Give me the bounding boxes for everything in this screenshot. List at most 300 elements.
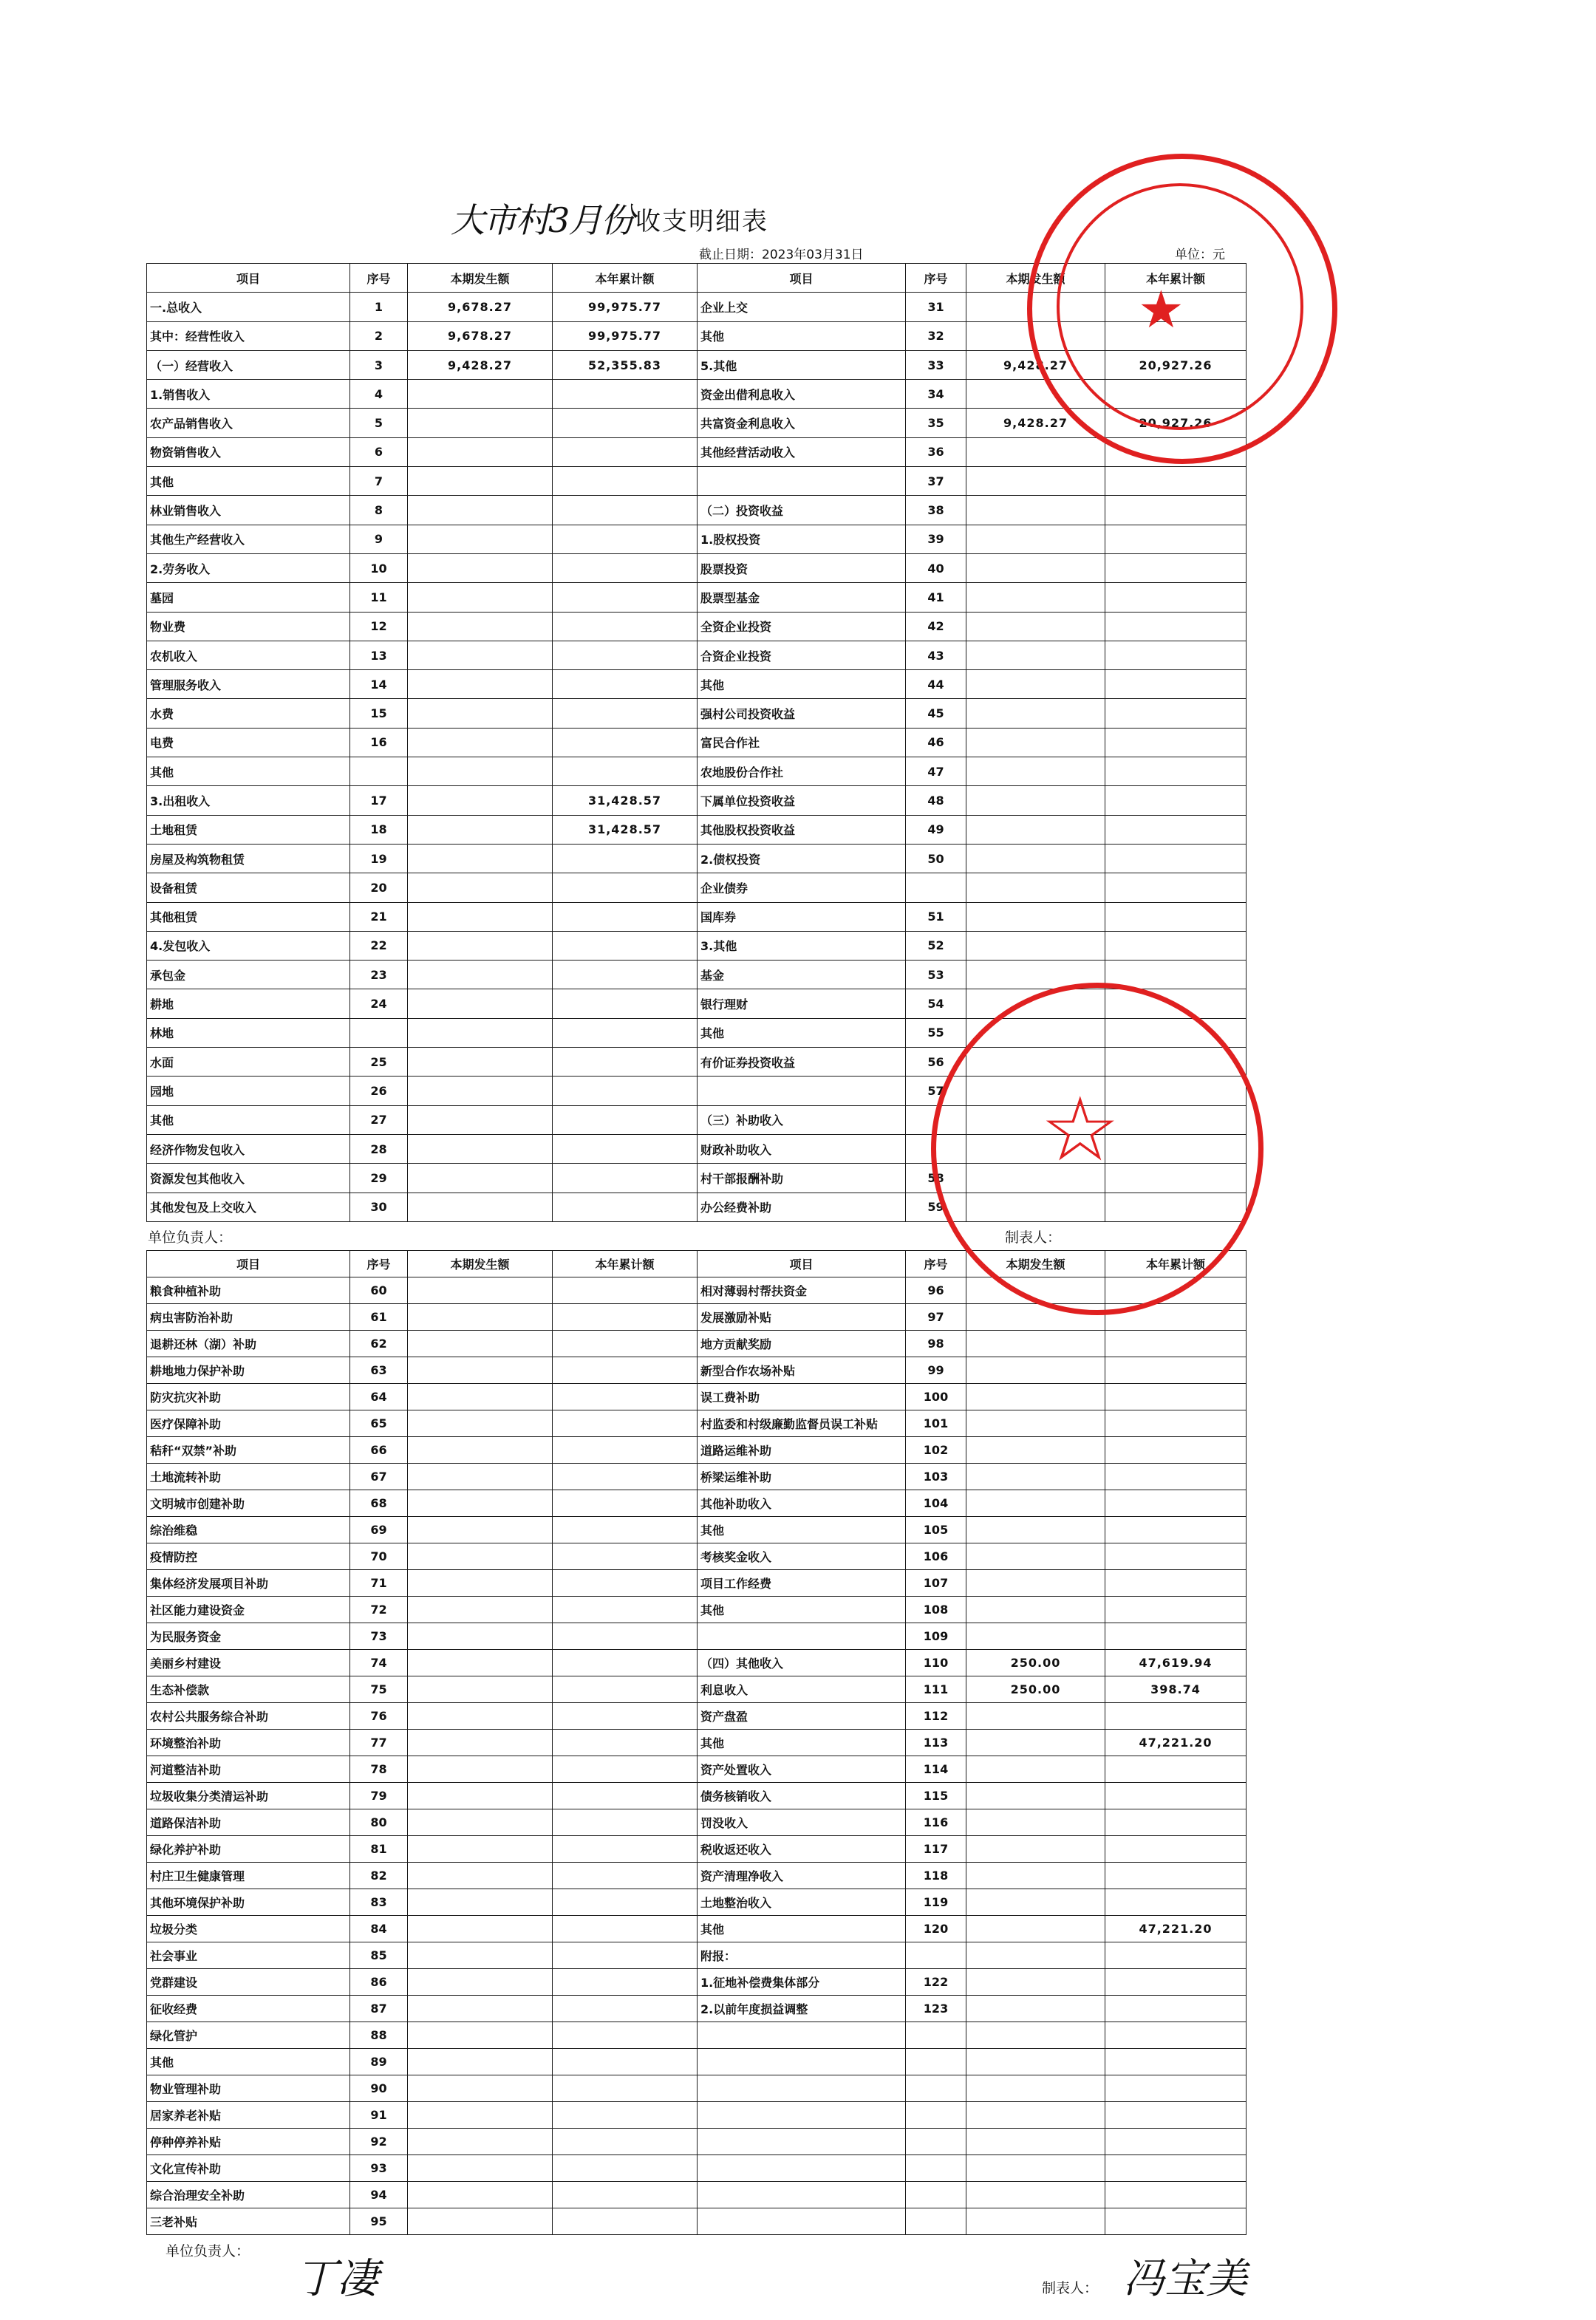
row-item-right: 利息收入 [698, 1676, 906, 1703]
row-item-left: 墓园 [147, 583, 350, 612]
row-seq-left: 93 [350, 2155, 408, 2182]
row-ytd-left [553, 1490, 698, 1517]
row-seq-right: 52 [906, 931, 966, 960]
row-seq-left: 14 [350, 670, 408, 699]
row-current-right [966, 1490, 1105, 1517]
row-ytd-left [553, 1164, 698, 1193]
column-header: 本年累计额 [1105, 1251, 1247, 1277]
row-item-left: 道路保洁补助 [147, 1809, 350, 1836]
row-ytd-right: 20,927.26 [1105, 409, 1247, 437]
row-current-right [966, 2208, 1105, 2235]
row-item-right [698, 2022, 906, 2049]
row-ytd-right [1105, 1783, 1247, 1809]
row-item-left: 防灾抗灾补助 [147, 1384, 350, 1410]
row-current-right [966, 1703, 1105, 1730]
row-current-left [408, 1969, 553, 1996]
row-current-left [408, 1134, 553, 1163]
table-row [147, 1703, 1247, 1730]
row-item-right: 强村公司投资收益 [698, 699, 906, 728]
table-row [147, 553, 1247, 582]
row-ytd-left [553, 1277, 698, 1304]
table-row [147, 641, 1247, 669]
row-seq-right: 54 [906, 989, 966, 1018]
row-ytd-right [1105, 293, 1247, 321]
row-ytd-right [1105, 1942, 1247, 1969]
column-header: 项目 [147, 1251, 350, 1277]
row-ytd-right [1105, 844, 1247, 873]
row-item-right [698, 2182, 906, 2208]
row-ytd-right [1105, 989, 1247, 1018]
row-ytd-left [553, 1134, 698, 1163]
row-current-left [408, 1863, 553, 1889]
row-seq-right [906, 2075, 966, 2102]
row-item-left: 其他租赁 [147, 902, 350, 931]
row-item-left: 绿化养护补助 [147, 1836, 350, 1863]
row-current-right [966, 1304, 1105, 1331]
table-row [147, 1490, 1247, 1517]
table-row [147, 1623, 1247, 1650]
table-row [147, 321, 1247, 350]
row-ytd-left [553, 1517, 698, 1543]
row-seq-right: 106 [906, 1543, 966, 1570]
row-current-left [408, 989, 553, 1018]
row-ytd-left [553, 437, 698, 466]
row-seq-left: 94 [350, 2182, 408, 2208]
row-seq-right: 59 [906, 1193, 966, 1221]
row-seq-right: 56 [906, 1048, 966, 1077]
row-current-right [966, 380, 1105, 409]
row-item-right: （二）投资收益 [698, 496, 906, 525]
row-ytd-left [553, 1650, 698, 1676]
row-seq-right: 41 [906, 583, 966, 612]
row-item-right: 1.股权投资 [698, 525, 906, 553]
row-ytd-left [553, 1357, 698, 1384]
row-seq-left: 4 [350, 380, 408, 409]
row-current-right [966, 1077, 1105, 1105]
column-header: 项目 [698, 1251, 906, 1277]
row-item-right: 其他 [698, 1018, 906, 1047]
table-row [147, 380, 1247, 409]
table-row [147, 1193, 1247, 1221]
row-ytd-right [1105, 1193, 1247, 1221]
row-ytd-right: 47,619.94 [1105, 1650, 1247, 1676]
row-current-right [966, 1410, 1105, 1437]
row-current-right [966, 2129, 1105, 2155]
row-ytd-left [553, 757, 698, 786]
row-seq-left: 88 [350, 2022, 408, 2049]
table-row [147, 1809, 1247, 1836]
row-seq-right: 47 [906, 757, 966, 786]
row-current-right [966, 321, 1105, 350]
row-seq-left: 11 [350, 583, 408, 612]
row-seq-left: 27 [350, 1105, 408, 1134]
row-item-left: 社会事业 [147, 1942, 350, 1969]
table-row [147, 525, 1247, 553]
row-seq-left: 26 [350, 1077, 408, 1105]
column-header: 本期发生额 [966, 1251, 1105, 1277]
row-item-left: 2.劳务收入 [147, 553, 350, 582]
row-current-right [966, 1730, 1105, 1756]
row-ytd-left [553, 1783, 698, 1809]
row-ytd-right [1105, 2022, 1247, 2049]
star-icon: ★ [1138, 279, 1184, 340]
row-current-right [966, 2155, 1105, 2182]
row-current-right [966, 1164, 1105, 1193]
row-seq-left: 86 [350, 1969, 408, 1996]
row-ytd-right [1105, 2208, 1247, 2235]
row-current-right [966, 1134, 1105, 1163]
row-item-right: 2.以前年度损益调整 [698, 1996, 906, 2022]
table-row [147, 1105, 1247, 1134]
row-seq-right: 109 [906, 1623, 966, 1650]
row-item-left: 其中：经营性收入 [147, 321, 350, 350]
row-current-left [408, 1164, 553, 1193]
row-current-left [408, 1889, 553, 1916]
row-item-right [698, 2102, 906, 2129]
row-item-left: 其他 [147, 1105, 350, 1134]
row-seq-right: 55 [906, 1018, 966, 1047]
row-item-right [698, 2049, 906, 2075]
row-item-right: 农地股份合作社 [698, 757, 906, 786]
row-current-left [408, 496, 553, 525]
row-seq-right: 31 [906, 293, 966, 321]
row-item-left: 其他环境保护补助 [147, 1889, 350, 1916]
row-ytd-left [553, 728, 698, 757]
row-seq-right: 98 [906, 1331, 966, 1357]
row-ytd-left [553, 1543, 698, 1570]
row-current-right [966, 1464, 1105, 1490]
row-item-right: 其他经营活动收入 [698, 437, 906, 466]
row-current-right [966, 2049, 1105, 2075]
row-seq-left: 25 [350, 1048, 408, 1077]
row-ytd-right [1105, 670, 1247, 699]
row-seq-left: 95 [350, 2208, 408, 2235]
row-seq-left: 16 [350, 728, 408, 757]
row-item-left: 生态补偿款 [147, 1676, 350, 1703]
row-item-left: 垃圾分类 [147, 1916, 350, 1942]
row-seq-right: 102 [906, 1437, 966, 1464]
table-row [147, 2049, 1247, 2075]
table-row [147, 2075, 1247, 2102]
row-current-left [408, 1105, 553, 1134]
table-row [147, 989, 1247, 1018]
row-ytd-left: 99,975.77 [553, 293, 698, 321]
row-item-right: 误工费补助 [698, 1384, 906, 1410]
row-seq-left: 6 [350, 437, 408, 466]
table-row [147, 1676, 1247, 1703]
row-current-right [966, 1437, 1105, 1464]
row-current-right [966, 1863, 1105, 1889]
row-current-left [408, 437, 553, 466]
row-ytd-right: 398.74 [1105, 1676, 1247, 1703]
row-seq-right: 108 [906, 1597, 966, 1623]
table-row [147, 873, 1247, 902]
row-ytd-right [1105, 1357, 1247, 1384]
row-item-right: 考核奖金收入 [698, 1543, 906, 1570]
row-current-left [408, 1048, 553, 1077]
row-item-right: 其他 [698, 670, 906, 699]
row-item-right: 债务核销收入 [698, 1783, 906, 1809]
table-row [147, 815, 1247, 844]
row-current-left [408, 844, 553, 873]
row-ytd-left [553, 902, 698, 931]
row-seq-right [906, 1105, 966, 1134]
row-ytd-left: 99,975.77 [553, 321, 698, 350]
row-current-left [408, 1543, 553, 1570]
row-ytd-right [1105, 380, 1247, 409]
row-item-left: 为民服务资金 [147, 1623, 350, 1650]
row-current-right: 9,428.27 [966, 409, 1105, 437]
row-current-left [408, 2129, 553, 2155]
row-seq-left: 10 [350, 553, 408, 582]
row-item-left: 设备租赁 [147, 873, 350, 902]
row-item-right [698, 2129, 906, 2155]
table-row [147, 1597, 1247, 1623]
row-ytd-left [553, 1836, 698, 1863]
row-current-right [966, 553, 1105, 582]
row-ytd-left [553, 1048, 698, 1077]
row-current-right [966, 757, 1105, 786]
row-ytd-right [1105, 1105, 1247, 1134]
row-item-right: 企业上交 [698, 293, 906, 321]
table-row [147, 1437, 1247, 1464]
row-seq-left: 85 [350, 1942, 408, 1969]
row-ytd-right [1105, 1517, 1247, 1543]
row-seq-right [906, 2049, 966, 2075]
row-current-left [408, 1623, 553, 1650]
row-item-left: 征收经费 [147, 1996, 350, 2022]
row-ytd-right [1105, 1756, 1247, 1783]
row-ytd-left [553, 1756, 698, 1783]
row-item-right: 村干部报酬补助 [698, 1164, 906, 1193]
row-current-right [966, 670, 1105, 699]
row-current-right [966, 437, 1105, 466]
table-row [147, 612, 1247, 641]
row-seq-right: 36 [906, 437, 966, 466]
row-current-right [966, 1517, 1105, 1543]
row-current-left [408, 1331, 553, 1357]
row-item-right [698, 2208, 906, 2235]
row-seq-left [350, 757, 408, 786]
row-ytd-left [553, 583, 698, 612]
column-header: 序号 [906, 264, 966, 293]
row-seq-right [906, 2129, 966, 2155]
row-item-left: 停种停养补贴 [147, 2129, 350, 2155]
row-seq-left: 22 [350, 931, 408, 960]
row-seq-left: 2 [350, 321, 408, 350]
row-current-left [408, 1676, 553, 1703]
row-seq-right [906, 873, 966, 902]
row-seq-right: 118 [906, 1863, 966, 1889]
row-current-right [966, 525, 1105, 553]
row-seq-left: 73 [350, 1623, 408, 1650]
table-row [147, 961, 1247, 989]
row-ytd-right [1105, 961, 1247, 989]
row-ytd-left [553, 1996, 698, 2022]
row-seq-right [906, 1942, 966, 1969]
table-row [147, 1730, 1247, 1756]
row-current-left [408, 757, 553, 786]
row-item-left: 病虫害防治补助 [147, 1304, 350, 1331]
row-item-right: 共富资金利息收入 [698, 409, 906, 437]
row-ytd-left [553, 2022, 698, 2049]
row-ytd-right [1105, 1570, 1247, 1597]
row-ytd-left [553, 1410, 698, 1437]
row-seq-left: 60 [350, 1277, 408, 1304]
row-item-left: 三老补贴 [147, 2208, 350, 2235]
table-header-row [147, 1251, 1247, 1277]
row-item-right: 税收返还收入 [698, 1836, 906, 1863]
row-current-left [408, 467, 553, 496]
row-item-right: 5.其他 [698, 350, 906, 379]
row-item-right: 其他 [698, 1916, 906, 1942]
row-current-left [408, 1384, 553, 1410]
row-current-right [966, 2022, 1105, 2049]
row-item-right: 其他 [698, 1517, 906, 1543]
row-ytd-right [1105, 1464, 1247, 1490]
row-ytd-right [1105, 2182, 1247, 2208]
row-ytd-left: 52,355.83 [553, 350, 698, 379]
row-seq-right: 101 [906, 1410, 966, 1437]
row-item-left: 粮食种植补助 [147, 1277, 350, 1304]
table-row [147, 902, 1247, 931]
row-current-left [408, 2102, 553, 2129]
row-current-right [966, 1889, 1105, 1916]
row-current-left [408, 1809, 553, 1836]
row-seq-left: 29 [350, 1164, 408, 1193]
row-seq-left: 90 [350, 2075, 408, 2102]
row-ytd-right [1105, 1134, 1247, 1163]
row-current-left [408, 1996, 553, 2022]
row-item-left: 农村公共服务综合补助 [147, 1703, 350, 1730]
column-header: 本期发生额 [408, 264, 553, 293]
row-seq-left: 71 [350, 1570, 408, 1597]
row-item-right: 其他补助收入 [698, 1490, 906, 1517]
row-current-right [966, 1105, 1105, 1134]
row-ytd-left [553, 1193, 698, 1221]
row-ytd-left [553, 1018, 698, 1047]
row-item-left: 电费 [147, 728, 350, 757]
star-icon: ☆ [1040, 1079, 1120, 1181]
table-row [147, 786, 1247, 815]
row-seq-left: 63 [350, 1357, 408, 1384]
row-item-right: 全资企业投资 [698, 612, 906, 641]
row-item-left: 4.发包收入 [147, 931, 350, 960]
row-ytd-left [553, 2182, 698, 2208]
row-item-left: 农产品销售收入 [147, 409, 350, 437]
row-ytd-left [553, 1384, 698, 1410]
row-current-left [408, 1077, 553, 1105]
row-ytd-left [553, 641, 698, 669]
row-seq-left: 64 [350, 1384, 408, 1410]
row-ytd-left [553, 1597, 698, 1623]
row-ytd-left [553, 1809, 698, 1836]
row-item-right: 有价证券投资收益 [698, 1048, 906, 1077]
row-current-left [408, 1193, 553, 1221]
row-item-left: 耕地地力保护补助 [147, 1357, 350, 1384]
row-seq-right: 32 [906, 321, 966, 350]
table-row [147, 728, 1247, 757]
row-ytd-right [1105, 641, 1247, 669]
table-row [147, 1304, 1247, 1331]
row-item-left: 资源发包其他收入 [147, 1164, 350, 1193]
table-row [147, 1969, 1247, 1996]
row-current-right [966, 496, 1105, 525]
table-row [147, 2155, 1247, 2182]
row-ytd-right [1105, 2102, 1247, 2129]
row-seq-left: 65 [350, 1410, 408, 1437]
table-row [147, 2182, 1247, 2208]
unit-head-label: 单位负责人： [166, 2243, 250, 2259]
table-row [147, 1996, 1247, 2022]
row-seq-left: 69 [350, 1517, 408, 1543]
row-seq-right: 112 [906, 1703, 966, 1730]
column-header: 本年累计额 [1105, 264, 1247, 293]
row-seq-right: 119 [906, 1889, 966, 1916]
row-item-right: （四）其他收入 [698, 1650, 906, 1676]
row-seq-left: 13 [350, 641, 408, 669]
row-ytd-right [1105, 1164, 1247, 1193]
row-seq-left: 3 [350, 350, 408, 379]
row-item-right: 其他 [698, 1730, 906, 1756]
row-ytd-right [1105, 2155, 1247, 2182]
row-current-left [408, 699, 553, 728]
row-current-right [966, 873, 1105, 902]
row-seq-right [906, 2208, 966, 2235]
row-current-left [408, 612, 553, 641]
row-ytd-left [553, 496, 698, 525]
row-ytd-left [553, 1623, 698, 1650]
row-seq-right: 45 [906, 699, 966, 728]
row-current-left: 9,678.27 [408, 293, 553, 321]
row-seq-left: 9 [350, 525, 408, 553]
row-seq-right: 46 [906, 728, 966, 757]
table-row [147, 2022, 1247, 2049]
row-item-left: 综合治理安全补助 [147, 2182, 350, 2208]
row-seq-right: 100 [906, 1384, 966, 1410]
row-current-right [966, 1836, 1105, 1863]
row-current-right [966, 1942, 1105, 1969]
row-item-left: 园地 [147, 1077, 350, 1105]
row-seq-right: 43 [906, 641, 966, 669]
row-current-left [408, 1357, 553, 1384]
row-item-left: 其他 [147, 467, 350, 496]
row-ytd-right [1105, 786, 1247, 815]
row-ytd-right [1105, 612, 1247, 641]
table-row [147, 496, 1247, 525]
row-item-left: 3.出租收入 [147, 786, 350, 815]
row-item-right: 国库券 [698, 902, 906, 931]
row-item-right: 桥梁运维补助 [698, 1464, 906, 1490]
table-row [147, 1517, 1247, 1543]
row-seq-right: 38 [906, 496, 966, 525]
row-ytd-right: 47,221.20 [1105, 1916, 1247, 1942]
row-item-left: 物资销售收入 [147, 437, 350, 466]
column-header: 本期发生额 [408, 1251, 553, 1277]
table-row [147, 437, 1247, 466]
table-row [147, 1357, 1247, 1384]
row-ytd-left [553, 961, 698, 989]
row-current-right [966, 293, 1105, 321]
table-row [147, 1889, 1247, 1916]
row-ytd-right [1105, 1077, 1247, 1105]
row-seq-left: 66 [350, 1437, 408, 1464]
row-item-left: 物业管理补助 [147, 2075, 350, 2102]
row-ytd-right [1105, 757, 1247, 786]
row-seq-left: 20 [350, 873, 408, 902]
row-current-right [966, 902, 1105, 931]
row-seq-left: 80 [350, 1809, 408, 1836]
